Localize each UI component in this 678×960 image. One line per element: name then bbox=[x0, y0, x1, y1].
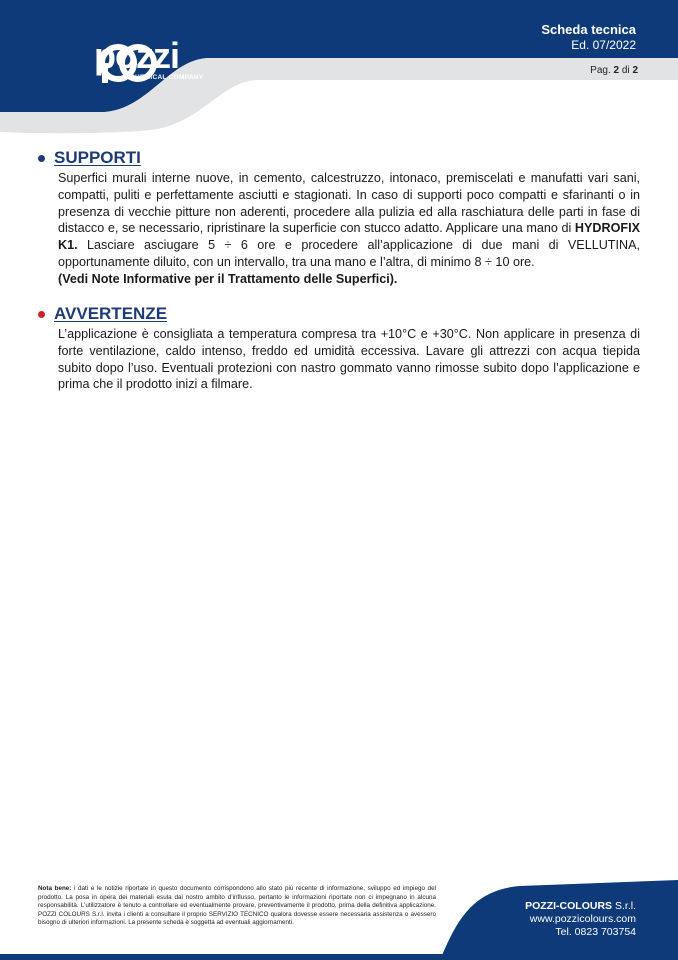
document-type: Scheda tecnica bbox=[541, 22, 636, 37]
logo-subtitle: CHEMICAL COMPANY bbox=[130, 74, 204, 81]
section-body: L’applicazione è consigliata a temperatura compresa tra +10°C e +30°C. Non applicare in presenza di forte ventilazione, caldo intenso, freddo ed umidità eccessiva. Lavare gli attrezzi con acqua tiepida subito dopo l’uso. Eventuali protezioni con nastro gommato vanno rimosse subito dopo l’applicazione e prima che il prodotto inizi a filmare. bbox=[58, 327, 640, 392]
company-phone: Tel. 0823 703754 bbox=[555, 926, 636, 938]
edition-date: Ed. 07/2022 bbox=[571, 38, 636, 52]
logo-wordmark: pozzi bbox=[94, 35, 179, 76]
company-website[interactable]: www.pozzicolours.com bbox=[529, 913, 636, 925]
company-name: POZZI-COLOURS S.r.l. bbox=[525, 900, 636, 912]
bullet-icon bbox=[38, 155, 45, 162]
disclaimer-note: Nota bene: i dati e le notizie riportate in questo documento corrispondono allo stato più recente di informazione, sviluppo ed impiego del prodotto. La posa in opera dei materiali esula dal nostro ambito d’influsso, pertanto le informazioni riportate non ci impegnano in alcuna responsabilità. L’utilizzatore è tenuto a controllare ed eventualmente provare, preventivamente il prodotto, prima della definitiva applicazione. POZZI COLOURS S.r.l. invita i clienti a consultare il proprio SERVIZIO TECNICO qualora dovesse essere necessaria assistenza o avessero bisogno di ulteriori informazioni. La presente scheda è soggetta ad eventuali aggiornamenti. bbox=[38, 885, 436, 926]
section-body: Superfici murali interne nuove, in cemento, calcestruzzo, intonaco, premiscelati e manufatti vari sani, compatti, puliti e perfettamente asciutti e stagionati. In caso di supporti poco compatti e sfarinanti o in presenza di vecchie pitture non aderenti, procedere alla pulizia ed alla raschiatura delle parti in fase di distacco e, se necessario, ripristinare la superficie con stucco adatto. Applicare una mano di HYDROFIX K1. Lasciare asciugare 5 ÷ 6 ore e procedere all’applicazione di due mani di VELLUTINA, opportunamente diluito, con un intervallo, tra una mano e l’altra, di minimo 8 ÷ 10 ore. (Vedi Note Informative per il Trattamento delle Superfici). bbox=[58, 171, 640, 286]
section-supporti bbox=[38, 148, 640, 288]
section-note: (Vedi Note Informative per il Trattamento delle Superfici). bbox=[58, 271, 398, 286]
company-info bbox=[525, 900, 636, 939]
bullet-icon bbox=[38, 311, 45, 318]
section-avvertenze bbox=[38, 304, 640, 393]
section-title: AVVERTENZE bbox=[38, 304, 640, 324]
section-title: SUPPORTI bbox=[38, 148, 640, 168]
page-number: Pag. 2 di 2 bbox=[590, 65, 638, 76]
